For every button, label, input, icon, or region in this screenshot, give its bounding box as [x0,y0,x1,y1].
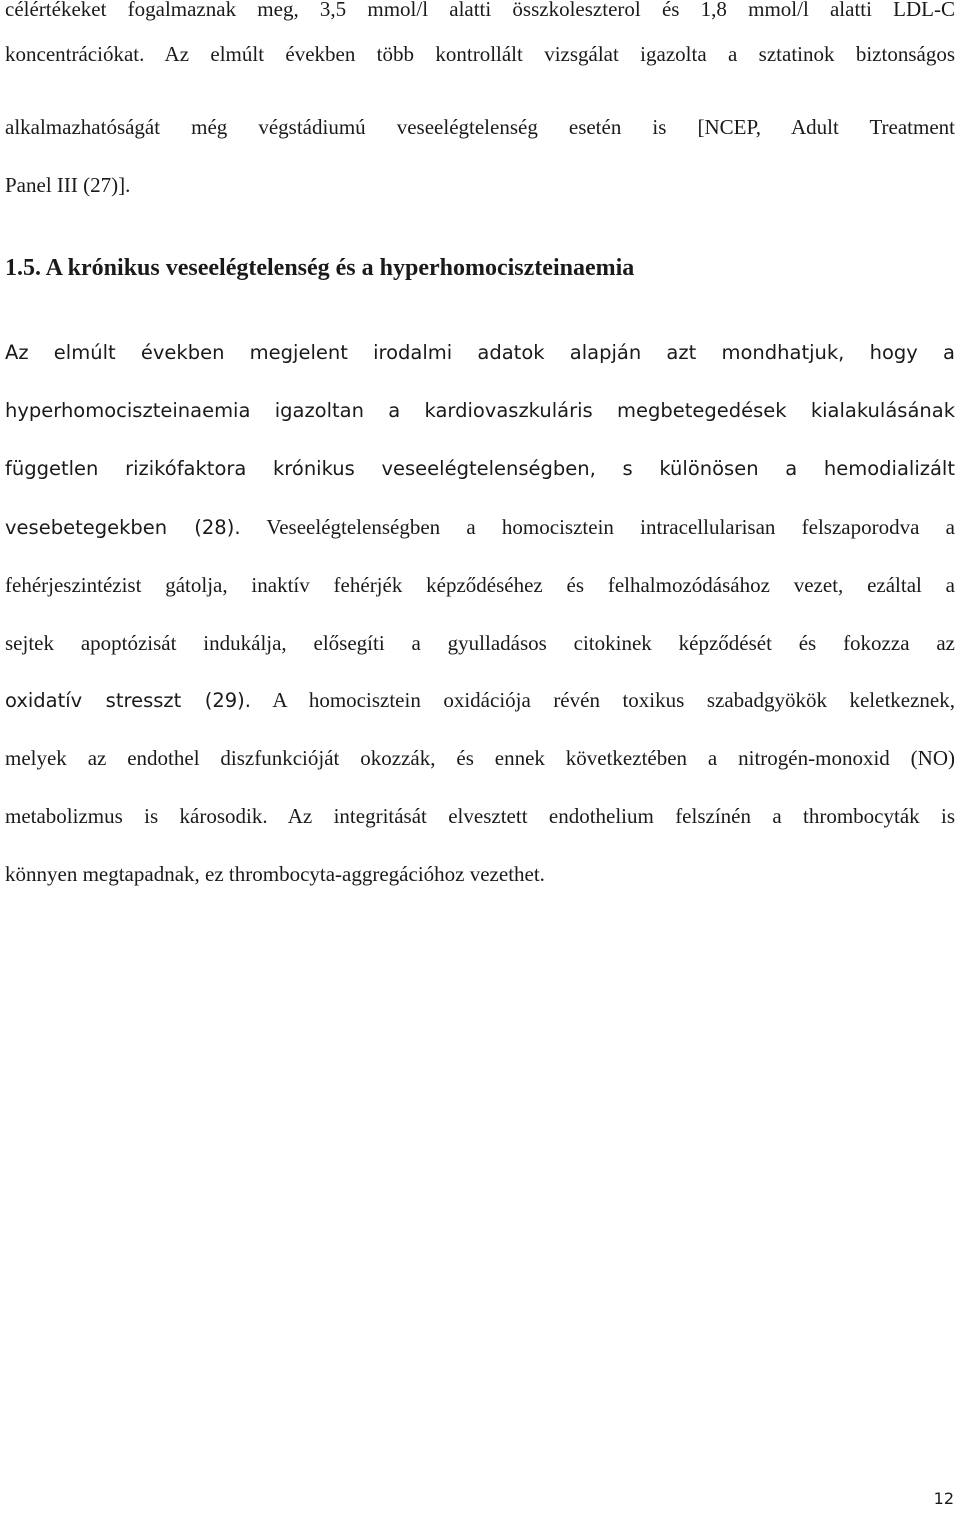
body-line-10: könnyen megtapadnak, ez thrombocyta-aggregációhoz vezethet. [5,862,545,886]
body-line-3: független rizikófaktora krónikus veseelégtelenségben, s különösen a hemodializált [5,457,955,480]
intro-line-2: koncentrációkat. Az elmúlt években több kontrollált vizsgálat igazolta a sztatinok biztonságos [5,42,955,66]
body-line-9: metabolizmus is károsodik. Az integritását elvesztett endothelium felszínén a thrombocyták is [5,804,955,828]
body-line-4-sans-part: vesebetegekben (28). [5,516,241,539]
body-line-4-serif-part: Veseelégtelenségben a homocisztein intracellularisan felszaporodva a [240,515,955,539]
intro-line-1: célértékeket fogalmaznak meg, 3,5 mmol/l alatti összkoleszterol és 1,8 mmol/l alatti LDL-C [5,0,955,21]
body-line-7 [5,686,955,715]
body-line-8: melyek az endothel diszfunkcióját okozzák, és ennek következtében a nitrogén-monoxid (NO) [5,746,955,770]
body-line-6: sejtek apoptózisát indukálja, elősegíti a gyulladásos citokinek képződését és fokozza az [5,631,955,655]
body-line-1: Az elmúlt években megjelent irodalmi adatok alapján azt mondhatjuk, hogy a [5,341,955,364]
intro-line-3: alkalmazhatóságát még végstádiumú veseelégtelenség esetén is [NCEP, Adult Treatment [5,115,955,139]
body-line-5: fehérjeszintézist gátolja, inaktív fehérjék képződéséhez és felhalmozódásához vezet, ezáltal a [5,573,955,597]
page-number: 12 [933,1489,954,1508]
body-line-7-serif-part: A homocisztein oxidációja révén toxikus szabadgyökök keletkeznek, [250,688,955,712]
section-heading: 1.5. A krónikus veseelégtelenség és a hyperhomociszteinaemia [5,255,635,281]
intro-line-4: Panel III (27)]. [5,173,131,197]
body-line-4 [5,513,955,542]
body-line-7-sans-part: oxidatív stresszt (29). [5,689,251,712]
body-line-2: hyperhomociszteinaemia igazoltan a kardiovaszkuláris megbetegedések kialakulásának [5,399,955,422]
